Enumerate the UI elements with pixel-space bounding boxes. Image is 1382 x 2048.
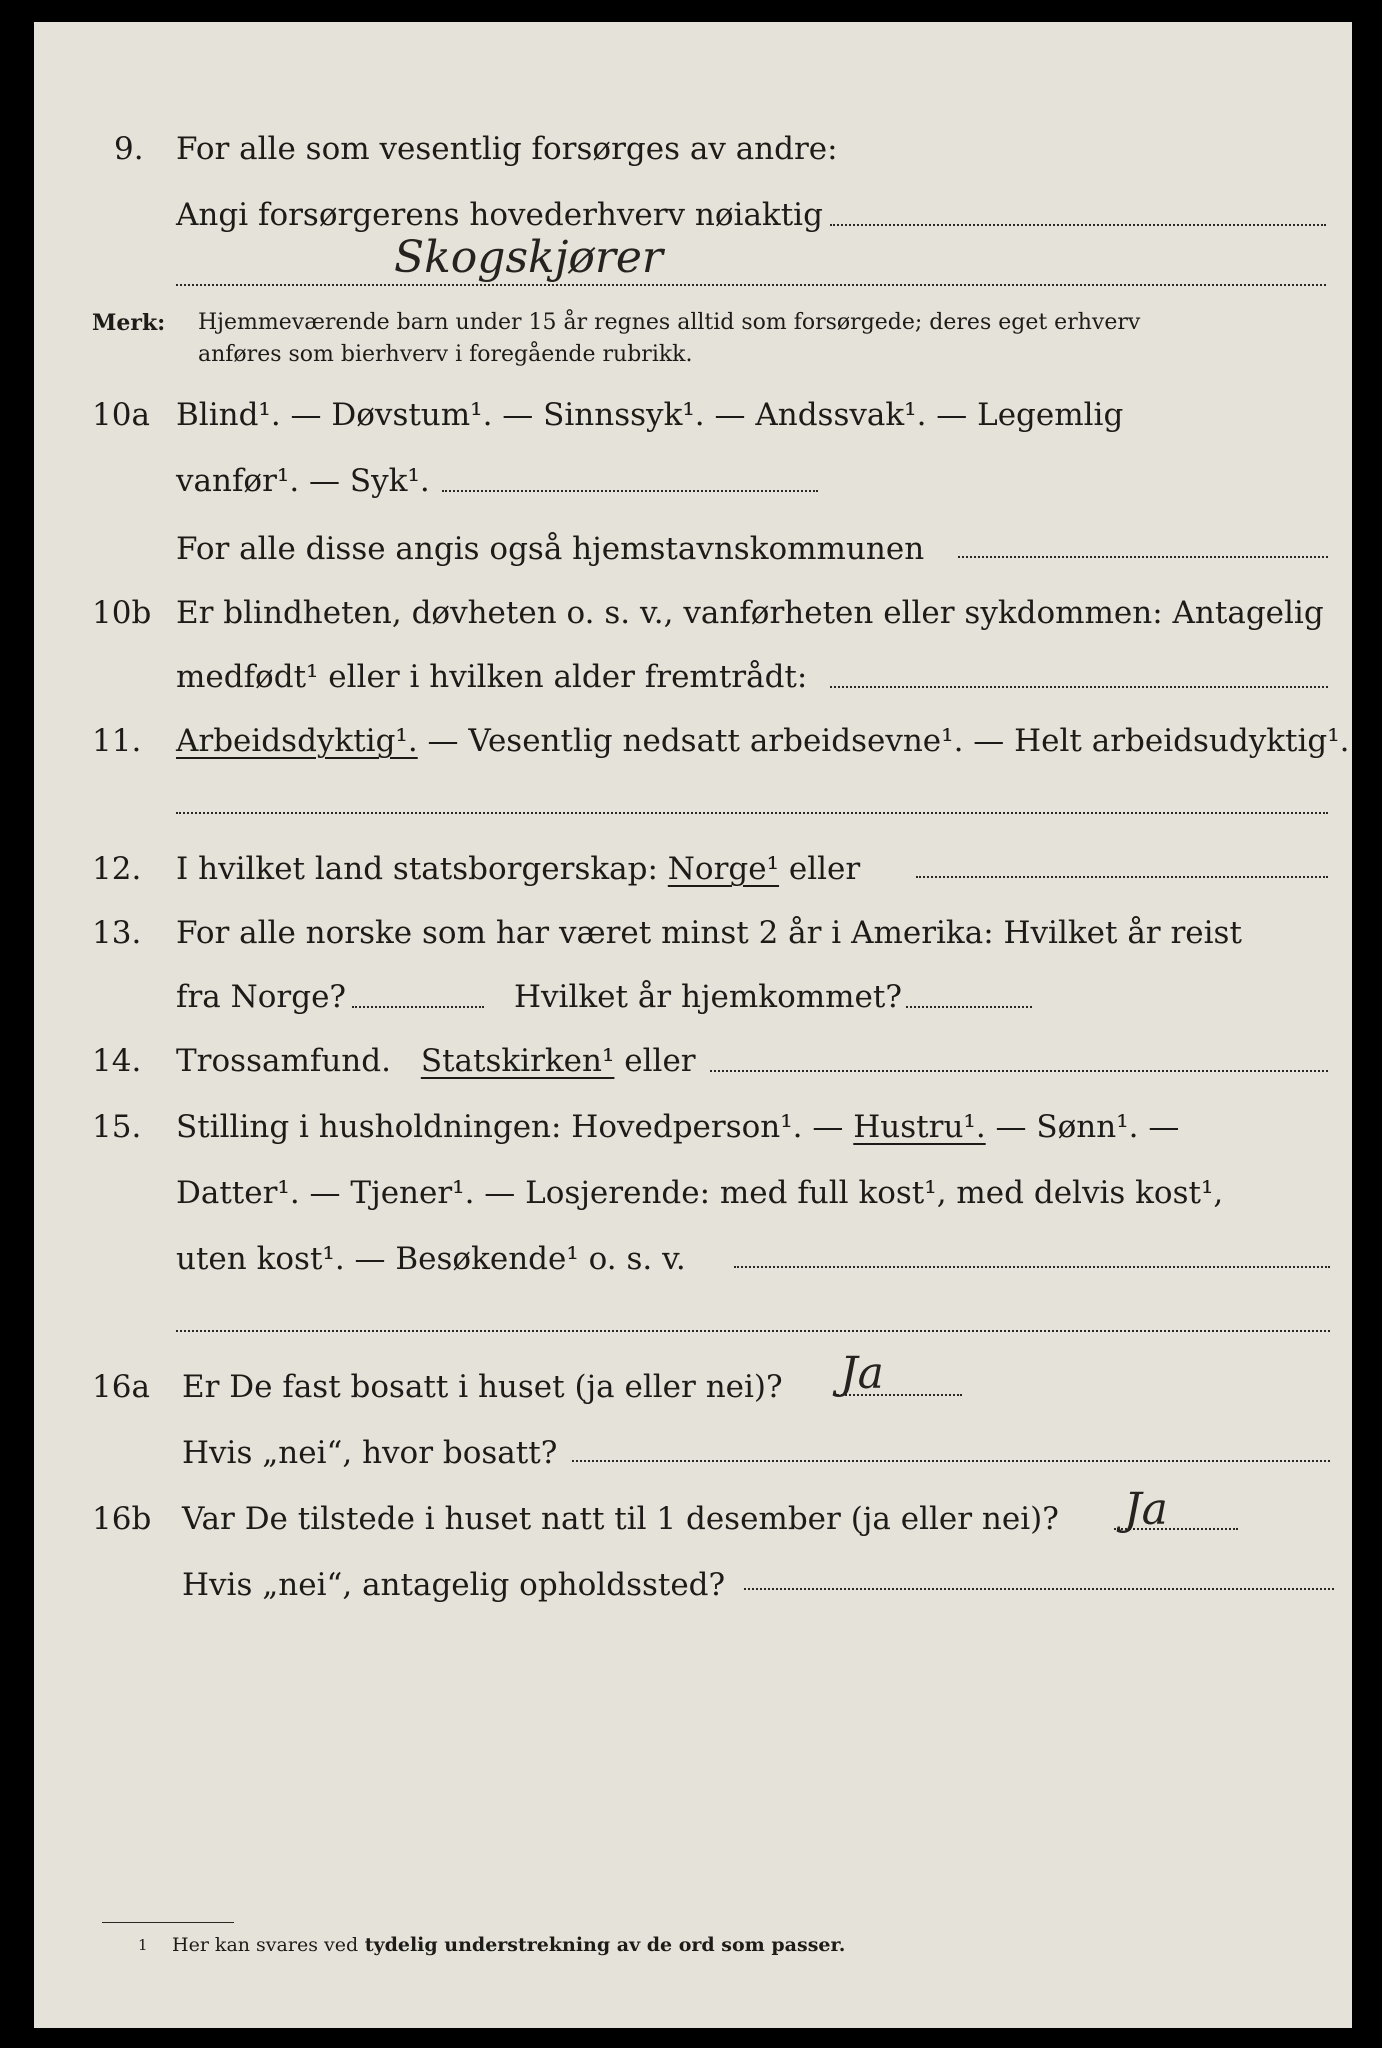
footnote-text <box>172 1936 845 1955</box>
q10b-line1: Er blindheten, døvheten o. s. v., vanførheten eller sykdommen: Antagelig <box>176 595 1324 631</box>
q11-other-options: — Vesentlig nedsatt arbeidsevne¹. — Helt arbeidsudyktig¹. <box>417 723 1350 759</box>
q13-reist-line <box>352 1006 484 1008</box>
q16b-number: 16b <box>92 1501 152 1537</box>
q10a-line3: For alle disse angis også hjemstavnskommunen <box>176 531 925 567</box>
footnote-pre: Her kan svares ved <box>172 1934 359 1956</box>
q15-extra-line <box>176 1330 1330 1332</box>
q14-prompt: Trossamfund. <box>176 1043 391 1079</box>
q10b-answer-line <box>830 686 1328 688</box>
census-form-page <box>34 22 1352 2028</box>
q9-dotted-line <box>830 224 1326 226</box>
q12-line <box>176 851 861 887</box>
q14-answer-line <box>710 1070 1328 1072</box>
q12-post: eller <box>779 851 861 887</box>
q10a-number: 10a <box>92 397 150 433</box>
q10b-number: 10b <box>92 595 152 631</box>
q15-number: 15. <box>92 1109 142 1145</box>
q12-answer-line <box>916 876 1328 878</box>
q9-line1: For alle som vesentlig forsørges av andre: <box>176 131 838 167</box>
q15-line1-post: — Sønn¹. — <box>985 1109 1180 1145</box>
q15-line1-prompt: Stilling i husholdningen: Hovedperson¹. — <box>176 1109 844 1145</box>
q13-line2a: fra Norge? <box>176 979 347 1015</box>
q9-number: 9. <box>114 131 144 167</box>
merk-line2: anføres som bierhverv i foregående rubrikk. <box>198 342 693 367</box>
footnote-bold: tydelig understrekning av de ord som passer. <box>364 1934 846 1956</box>
q9-handwritten-answer: Skogskjører <box>394 232 663 283</box>
q14-line <box>176 1043 696 1079</box>
q16b-opholdssted-line <box>744 1588 1334 1590</box>
q10a-kommune-line <box>958 556 1328 558</box>
q13-line2b: Hvilket år hjemkommet? <box>514 979 902 1015</box>
footnote-marker: 1 <box>138 1936 148 1954</box>
q13-line1: For alle norske som har været minst 2 år i Amerika: Hvilket år reist <box>176 915 1242 951</box>
q11-number: 11. <box>92 723 142 759</box>
q11-selected-option: Arbeidsdyktig¹. <box>176 723 418 759</box>
q16a-number: 16a <box>92 1369 150 1405</box>
q13-hjemkommet-line <box>906 1006 1032 1008</box>
q16a-bosatt-line <box>572 1460 1330 1462</box>
q16a-handwritten-answer: Ja <box>840 1348 884 1399</box>
merk-label: Merk: <box>92 310 166 336</box>
q16b-line1: Var De tilstede i huset natt til 1 desember (ja eller nei)? <box>182 1501 1059 1537</box>
q9-line2: Angi forsørgerens hovederhverv nøiaktig <box>176 197 823 233</box>
q14-number: 14. <box>92 1043 142 1079</box>
q10a-syk-line <box>442 490 818 492</box>
q9-answer-line <box>176 284 1326 286</box>
q11-answer-line <box>176 812 1328 814</box>
q16b-handwritten-answer: Ja <box>1124 1484 1168 1535</box>
q16b-line2: Hvis „nei“, antagelig opholdssted? <box>182 1567 726 1603</box>
q15-line2: Datter¹. — Tjener¹. — Losjerende: med full kost¹, med delvis kost¹, <box>176 1175 1224 1211</box>
q16a-line1: Er De fast bosatt i huset (ja eller nei)? <box>182 1369 783 1405</box>
q10a-line1: Blind¹. — Døvstum¹. — Sinnssyk¹. — Andssvak¹. — Legemlig <box>176 397 1124 433</box>
q12-prompt: I hvilket land statsborgerskap: <box>176 851 658 887</box>
q13-number: 13. <box>92 915 142 951</box>
q10b-line2: medfødt¹ eller i hvilken alder fremtrådt: <box>176 659 808 695</box>
q15-line1 <box>176 1109 1180 1145</box>
q12-selected-option: Norge¹ <box>667 851 780 887</box>
q15-selected-option: Hustru¹. <box>853 1109 986 1145</box>
merk-line1: Hjemmeværende barn under 15 år regnes alltid som forsørgede; deres eget erhverv <box>198 310 1141 335</box>
footnote-separator <box>102 1922 234 1923</box>
q11-line <box>176 723 1350 759</box>
q14-selected-option: Statskirken¹ <box>420 1043 615 1079</box>
q10a-line2: vanfør¹. — Syk¹. <box>176 463 430 499</box>
q14-post: eller <box>614 1043 696 1079</box>
q15-line3: uten kost¹. — Besøkende¹ o. s. v. <box>176 1241 686 1277</box>
q12-number: 12. <box>92 851 142 887</box>
q16a-line2: Hvis „nei“, hvor bosatt? <box>182 1435 558 1471</box>
q15-answer-line <box>734 1266 1330 1268</box>
